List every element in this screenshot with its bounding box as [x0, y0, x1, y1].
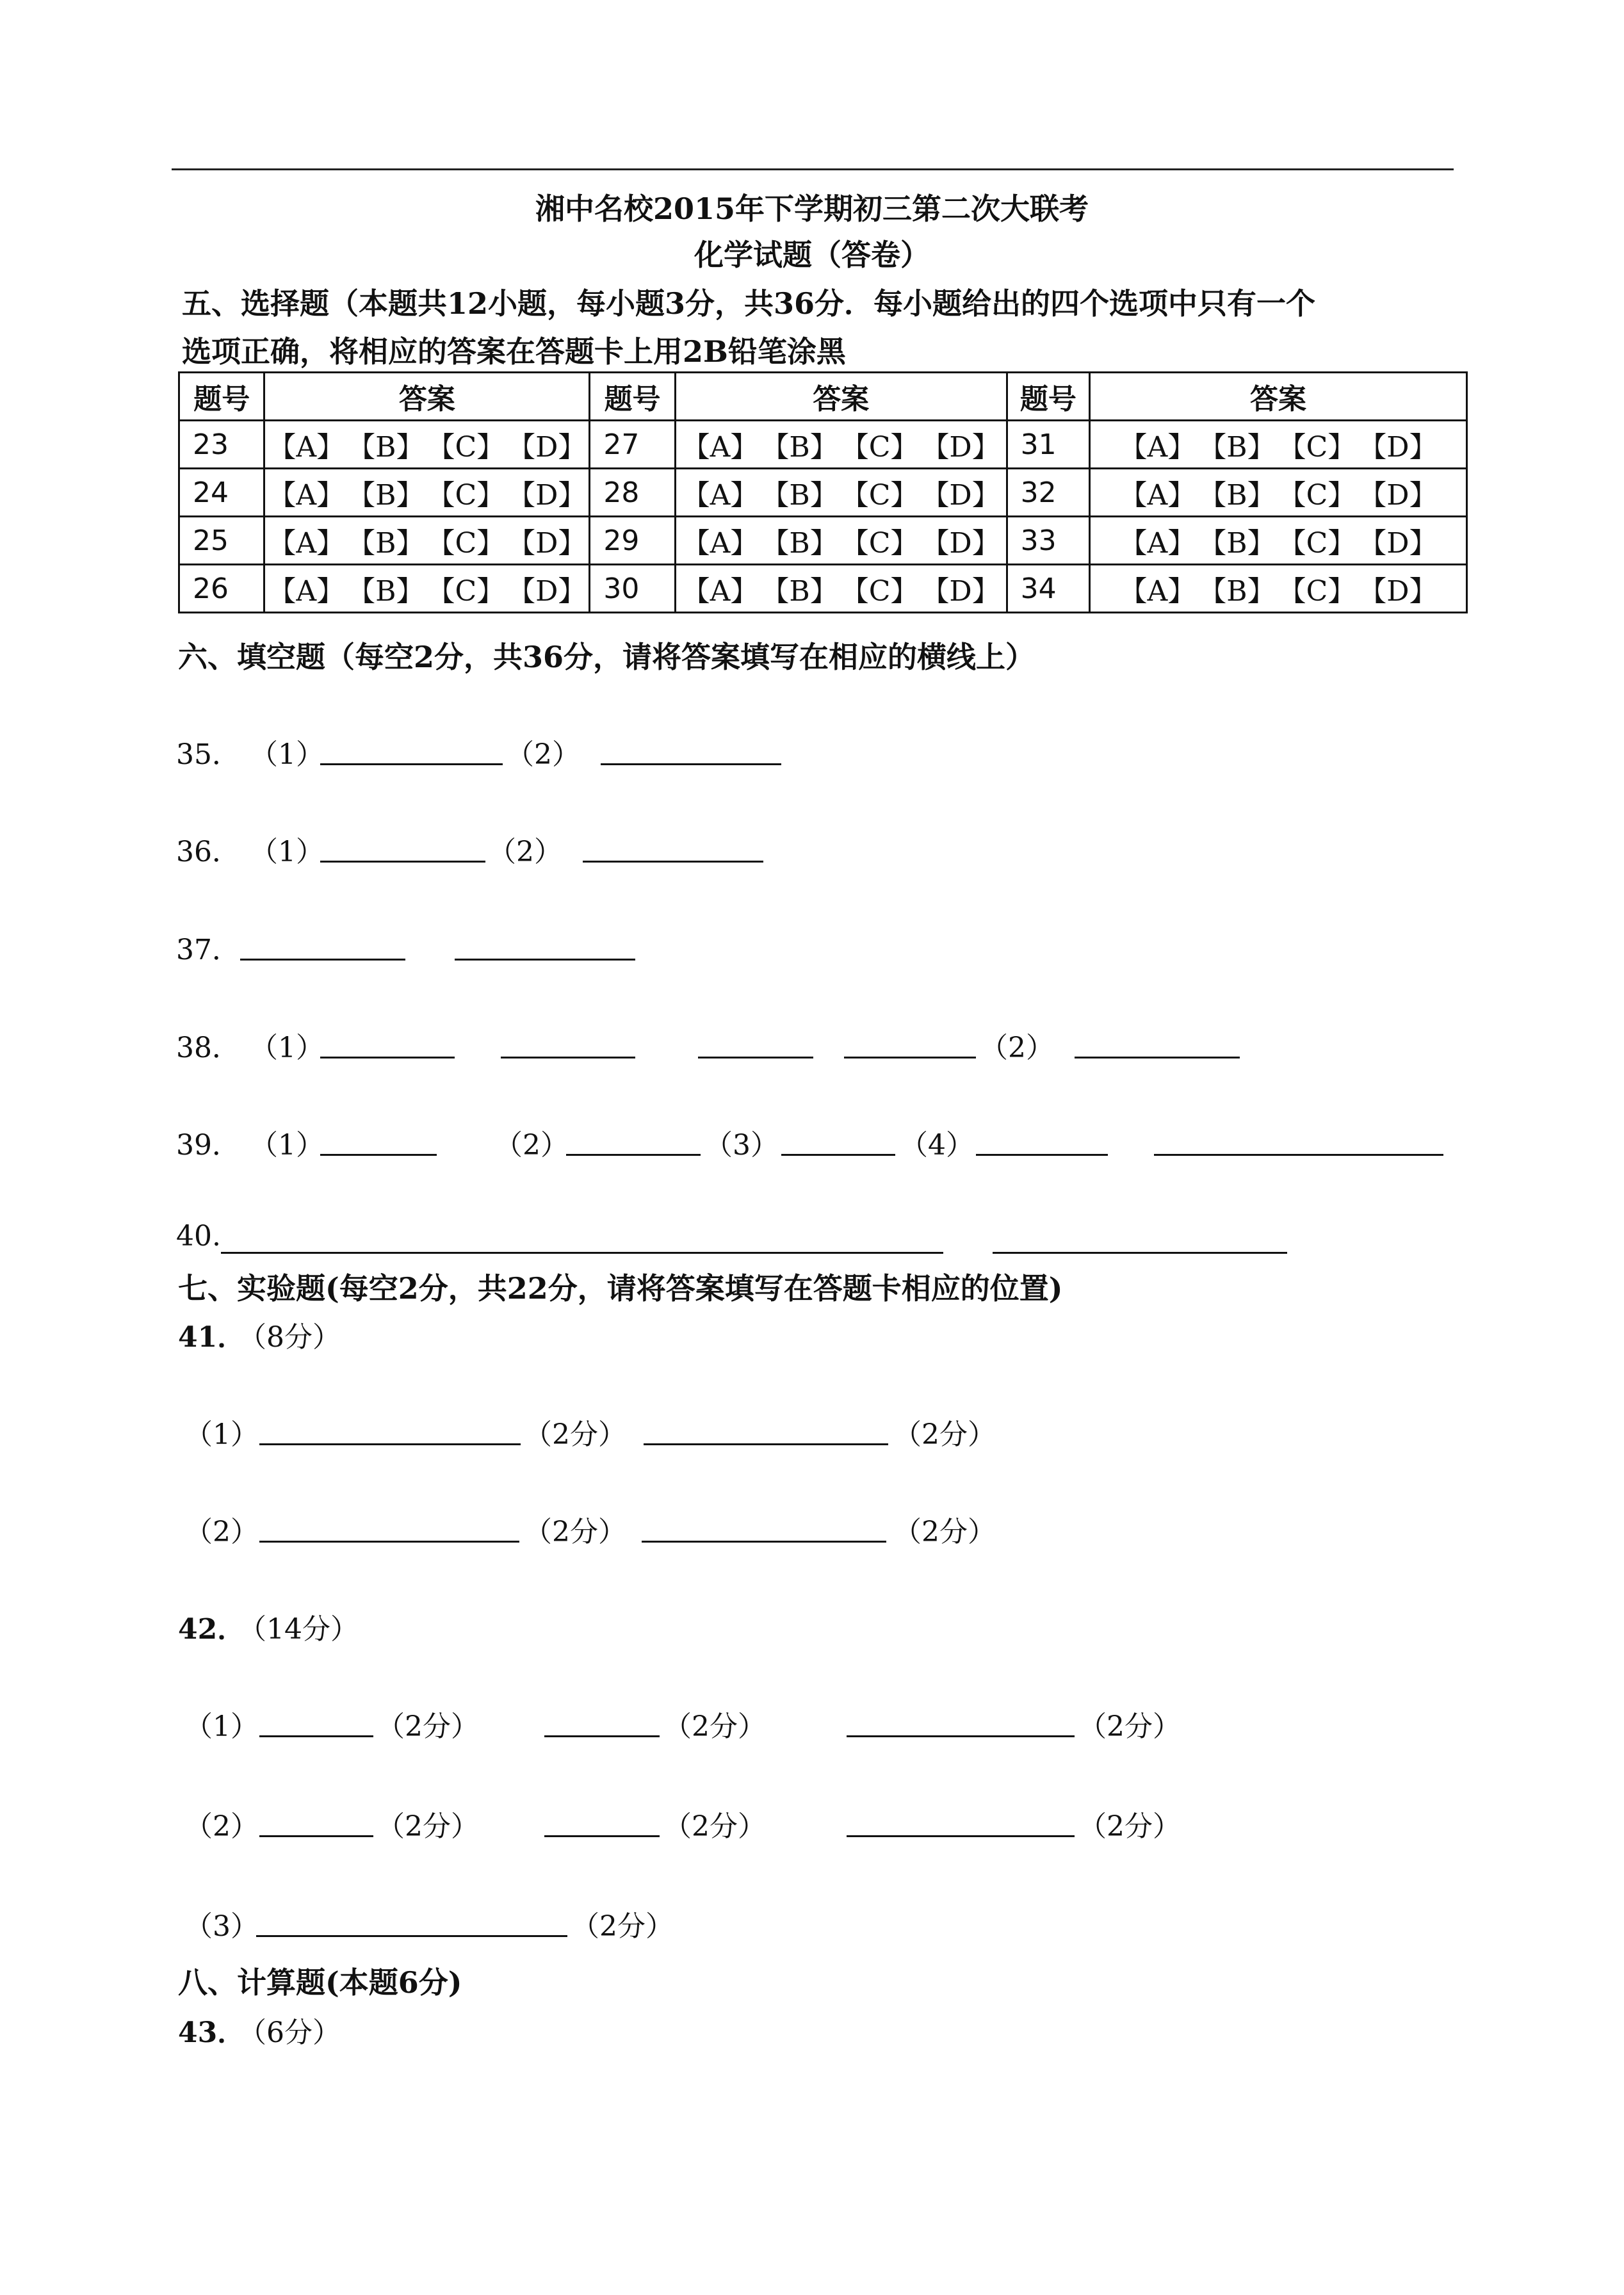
q42-blank-4[interactable]	[259, 1835, 373, 1837]
question-number: 25	[179, 517, 264, 565]
col-header-answer: 答案	[1090, 373, 1467, 421]
option-a[interactable]: 【A】	[268, 527, 345, 560]
question-38-number: 38．	[176, 1032, 240, 1064]
question-41-number: 41．	[178, 1321, 246, 1354]
q41-blank-3[interactable]	[259, 1541, 519, 1543]
question-number: 24	[179, 469, 264, 517]
question-41-score: （8分）	[238, 1321, 341, 1354]
q38-blank-2[interactable]	[501, 1057, 635, 1058]
q35-blank-2[interactable]	[601, 763, 781, 765]
part-label: （2）	[488, 836, 562, 868]
question-number: 29	[590, 517, 675, 565]
option-c[interactable]: 【C】	[426, 479, 505, 512]
answer-options[interactable]	[675, 565, 1007, 613]
option-b[interactable]: 【B】	[1198, 527, 1276, 560]
q42-blank-7[interactable]	[256, 1935, 567, 1937]
answer-options[interactable]	[1090, 517, 1467, 565]
score-note: （2分）	[377, 1710, 479, 1743]
option-b[interactable]: 【B】	[1198, 431, 1276, 464]
option-b[interactable]: 【B】	[761, 575, 838, 608]
q39-blank-2[interactable]	[566, 1154, 701, 1156]
option-c[interactable]: 【C】	[1278, 527, 1356, 560]
option-b[interactable]: 【B】	[347, 431, 425, 464]
option-c[interactable]: 【C】	[426, 527, 505, 560]
option-b[interactable]: 【B】	[761, 479, 838, 512]
option-c[interactable]: 【C】	[1278, 479, 1356, 512]
q37-blank-2[interactable]	[455, 959, 635, 961]
option-b[interactable]: 【B】	[347, 479, 425, 512]
question-number: 26	[179, 565, 264, 613]
option-d[interactable]: 【D】	[1358, 575, 1438, 608]
q36-blank-1[interactable]	[320, 861, 485, 863]
option-b[interactable]: 【B】	[347, 527, 425, 560]
page-subtitle: 化学试题（答卷）	[694, 238, 930, 272]
question-37-number: 37．	[176, 934, 240, 966]
option-d[interactable]: 【D】	[1358, 479, 1438, 512]
table-row	[179, 421, 1467, 469]
option-a[interactable]: 【A】	[681, 431, 759, 464]
question-43-score: （6分）	[238, 2016, 341, 2049]
part-label: （3）	[184, 1910, 259, 1943]
table-row	[179, 565, 1467, 613]
answer-options[interactable]	[264, 565, 590, 613]
col-header-number: 题号	[1007, 373, 1089, 421]
section5-heading-line1: 五、选择题（本题共12小题，每小题3分，共36分．每小题给出的四个选项中只有一个	[182, 286, 1316, 321]
option-a[interactable]: 【A】	[681, 479, 759, 512]
q39-blank-4[interactable]	[976, 1154, 1108, 1156]
option-c[interactable]: 【C】	[840, 431, 919, 464]
q42-blank-5[interactable]	[544, 1835, 660, 1837]
score-note: （2分）	[663, 1710, 766, 1743]
question-number: 30	[590, 565, 675, 613]
choice-answer-table	[178, 371, 1468, 613]
part-label: （2）	[494, 1129, 569, 1162]
section5-heading-line2: 选项正确，将相应的答案在答题卡上用2B铅笔涂黑	[182, 334, 846, 369]
q38-blank-1[interactable]	[320, 1057, 455, 1058]
part-label: （1）	[184, 1710, 259, 1743]
q39-blank-1[interactable]	[320, 1154, 437, 1156]
q42-blank-2[interactable]	[544, 1735, 660, 1737]
part-label: （1）	[184, 1418, 259, 1451]
score-note: （2分）	[893, 1418, 996, 1451]
col-header-answer: 答案	[675, 373, 1007, 421]
q39-blank-5[interactable]	[1154, 1154, 1443, 1156]
q38-blank-5[interactable]	[1075, 1057, 1240, 1058]
option-d[interactable]: 【D】	[1358, 527, 1438, 560]
question-number: 32	[1007, 469, 1089, 517]
option-b[interactable]: 【B】	[347, 575, 425, 608]
option-a[interactable]: 【A】	[268, 431, 345, 464]
col-header-answer: 答案	[264, 373, 590, 421]
score-note: （2分）	[1078, 1710, 1181, 1743]
q40-blank-1[interactable]	[221, 1252, 943, 1254]
q39-blank-3[interactable]	[781, 1154, 895, 1156]
option-c[interactable]: 【C】	[840, 575, 919, 608]
question-39-number: 39．	[176, 1129, 240, 1162]
score-note: （2分）	[524, 1516, 626, 1548]
answer-options[interactable]	[675, 469, 1007, 517]
option-d[interactable]: 【D】	[507, 527, 587, 560]
option-c[interactable]: 【C】	[1278, 575, 1356, 608]
score-note: （2分）	[893, 1516, 996, 1548]
question-42-number: 42．	[178, 1613, 246, 1646]
part-label: （1）	[250, 738, 324, 771]
table-row	[179, 469, 1467, 517]
question-number: 34	[1007, 565, 1089, 613]
part-label: （2）	[506, 738, 580, 771]
q40-blank-2[interactable]	[993, 1252, 1287, 1254]
option-d[interactable]: 【D】	[921, 575, 1000, 608]
table-header-row	[179, 373, 1467, 421]
option-d[interactable]: 【D】	[507, 479, 587, 512]
q35-blank-1[interactable]	[320, 763, 503, 765]
q36-blank-2[interactable]	[583, 861, 763, 863]
option-c[interactable]: 【C】	[840, 479, 919, 512]
q41-blank-2[interactable]	[644, 1443, 888, 1445]
question-43-number: 43．	[178, 2016, 246, 2049]
answer-options[interactable]	[264, 517, 590, 565]
option-a[interactable]: 【A】	[1119, 575, 1196, 608]
option-a[interactable]: 【A】	[268, 479, 345, 512]
answer-options[interactable]	[1090, 469, 1467, 517]
part-label: （1）	[250, 836, 324, 868]
question-36-number: 36．	[176, 836, 240, 868]
page-title: 湘中名校2015年下学期初三第二次大联考	[535, 191, 1089, 226]
score-note: （2分）	[524, 1418, 626, 1451]
question-42-score: （14分）	[238, 1613, 359, 1646]
score-note: （2分）	[1078, 1810, 1181, 1843]
col-header-number: 题号	[179, 373, 264, 421]
answer-options[interactable]	[264, 469, 590, 517]
q38-blank-3[interactable]	[698, 1057, 813, 1058]
answer-options[interactable]	[675, 421, 1007, 469]
q42-blank-6[interactable]	[847, 1835, 1075, 1837]
q42-blank-1[interactable]	[259, 1735, 373, 1737]
section8-heading: 八、计算题(本题6分)	[178, 1965, 462, 2000]
section7-heading: 七、实验题(每空2分，共22分，请将答案填写在答题卡相应的位置)	[178, 1271, 1063, 1306]
part-label: （4）	[900, 1129, 974, 1162]
option-c[interactable]: 【C】	[1278, 431, 1356, 464]
q41-blank-1[interactable]	[259, 1443, 521, 1445]
option-a[interactable]: 【A】	[1119, 527, 1196, 560]
part-label: （2）	[184, 1516, 259, 1548]
option-a[interactable]: 【A】	[681, 527, 759, 560]
score-note: （2分）	[571, 1910, 674, 1943]
part-label: （2）	[184, 1810, 259, 1843]
option-d[interactable]: 【D】	[921, 527, 1000, 560]
question-number: 23	[179, 421, 264, 469]
option-d[interactable]: 【D】	[507, 431, 587, 464]
option-a[interactable]: 【A】	[1119, 479, 1196, 512]
option-d[interactable]: 【D】	[921, 479, 1000, 512]
option-c[interactable]: 【C】	[426, 431, 505, 464]
question-number: 28	[590, 469, 675, 517]
option-c[interactable]: 【C】	[426, 575, 505, 608]
q38-blank-4[interactable]	[844, 1057, 976, 1058]
question-number: 31	[1007, 421, 1089, 469]
option-b[interactable]: 【B】	[1198, 479, 1276, 512]
q42-blank-3[interactable]	[847, 1735, 1075, 1737]
option-b[interactable]: 【B】	[761, 527, 838, 560]
table-row	[179, 517, 1467, 565]
option-b[interactable]: 【B】	[1198, 575, 1276, 608]
part-label: （3）	[704, 1129, 779, 1162]
question-number: 33	[1007, 517, 1089, 565]
q41-blank-4[interactable]	[642, 1541, 886, 1543]
question-35-number: 35．	[176, 738, 240, 771]
score-note: （2分）	[663, 1810, 766, 1843]
option-d[interactable]: 【D】	[1358, 431, 1438, 464]
option-a[interactable]: 【A】	[1119, 431, 1196, 464]
question-40-number: 40.	[176, 1220, 221, 1253]
option-b[interactable]: 【B】	[761, 431, 838, 464]
part-label: （1）	[250, 1032, 324, 1064]
part-label: （1）	[250, 1129, 324, 1162]
option-d[interactable]: 【D】	[507, 575, 587, 608]
header-rule	[172, 168, 1454, 170]
answer-options[interactable]	[675, 517, 1007, 565]
answer-options[interactable]	[1090, 565, 1467, 613]
part-label: （2）	[980, 1032, 1054, 1064]
option-a[interactable]: 【A】	[268, 575, 345, 608]
option-a[interactable]: 【A】	[681, 575, 759, 608]
col-header-number: 题号	[590, 373, 675, 421]
q37-blank-1[interactable]	[240, 959, 405, 961]
score-note: （2分）	[377, 1810, 479, 1843]
answer-options[interactable]	[1090, 421, 1467, 469]
question-number: 27	[590, 421, 675, 469]
answer-options[interactable]	[264, 421, 590, 469]
option-d[interactable]: 【D】	[921, 431, 1000, 464]
option-c[interactable]: 【C】	[840, 527, 919, 560]
section6-heading: 六、填空题（每空2分，共36分，请将答案填写在相应的横线上）	[178, 640, 1035, 674]
